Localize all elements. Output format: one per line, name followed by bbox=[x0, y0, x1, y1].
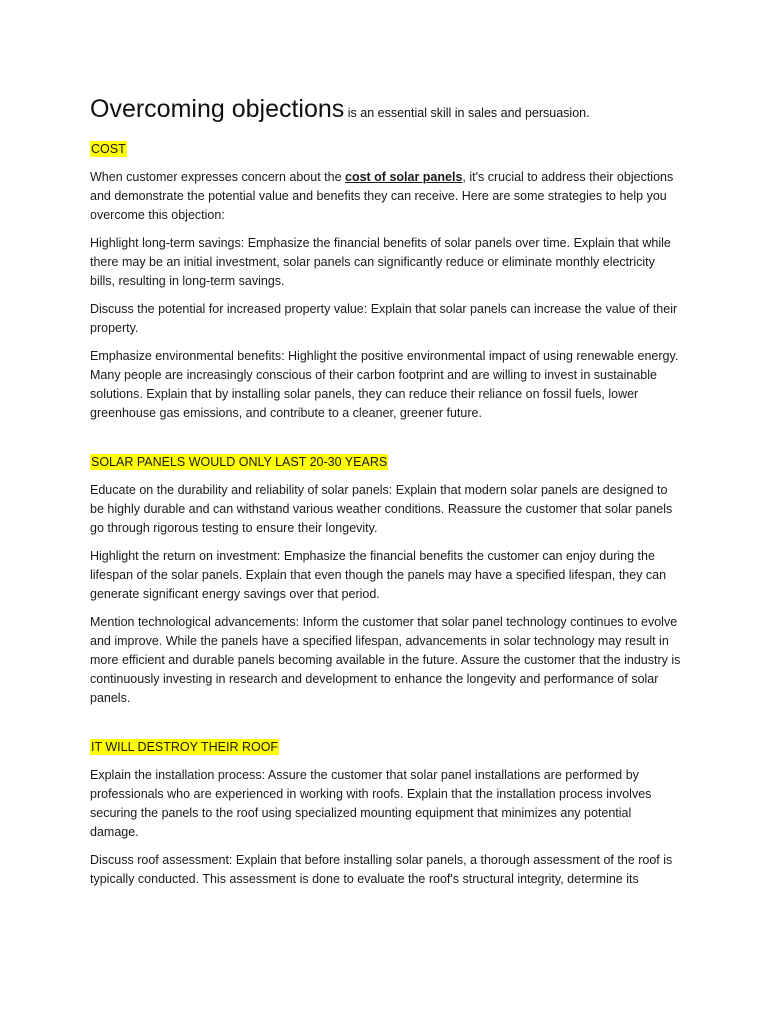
title-line bbox=[90, 92, 682, 130]
highlighted-heading: IT WILL DESTROY THEIR ROOF bbox=[91, 740, 279, 754]
paragraph: Explain the installation process: Assure the customer that solar panel installations are performed by professionals who are experienced in working with roofs. Explain that the installation process involves securing the panels to the roof using specialized mounting equipment that minimizes any potential damage. bbox=[90, 768, 652, 839]
paragraph: Highlight long-term savings: Emphasize the financial benefits of solar panels over time. Explain that while there may be an initial investment, solar panels can significantly reduce or eliminate monthly electricity bills, resulting in long-term savings. bbox=[90, 236, 671, 288]
paragraph: Highlight the return on investment: Emphasize the financial benefits the customer can enjoy during the lifespan of the solar panels. Explain that even though the panels may have a specified lifespan, they can generate significant energy savings over that period. bbox=[90, 549, 667, 601]
intro-text-before: When customer expresses concern about the bbox=[90, 170, 345, 184]
highlighted-heading: SOLAR PANELS WOULD ONLY LAST 20-30 YEARS bbox=[91, 455, 388, 469]
section-heading-cost bbox=[90, 140, 682, 158]
section-cost bbox=[90, 140, 682, 423]
section-roof bbox=[90, 738, 682, 889]
section-lifespan bbox=[90, 453, 682, 708]
paragraph: Mention technological advancements: Inform the customer that solar panel technology continues to evolve and improve. While the panels have a specified lifespan, advancements in solar technology may result in more efficient and durable panels becoming available in the future. Assure the customer that the industry is continuously investing in research and development to enhance the longevity and performance of solar panels. bbox=[90, 615, 681, 705]
document-content bbox=[90, 92, 682, 889]
paragraph: Discuss roof assessment: Explain that before installing solar panels, a thorough assessment of the roof is typically conducted. This assessment is done to evaluate the roof's structural integrity, determine its bbox=[90, 853, 673, 886]
intro-emphasis: cost of solar panels bbox=[345, 170, 463, 184]
highlighted-heading: COST bbox=[91, 142, 126, 156]
paragraph: Discuss the potential for increased property value: Explain that solar panels can increase the value of their property. bbox=[90, 302, 678, 335]
section-heading-roof bbox=[90, 738, 682, 756]
paragraph: Educate on the durability and reliability of solar panels: Explain that modern solar panels are designed to be highly durable and can withstand various weather conditions. Reassure the customer that solar panels go through rigorous testing to ensure their longevity. bbox=[90, 483, 673, 535]
section-heading-lifespan bbox=[90, 453, 682, 471]
paragraph: Emphasize environmental benefits: Highlight the positive environmental impact of using renewable energy. Many people are increasingly conscious of their carbon footprint and are willing to invest in sustainable solutions. Explain that by installing solar panels, they can reduce their reliance on fossil fuels, lower greenhouse gas emissions, and contribute to a cleaner, greener future. bbox=[90, 349, 679, 420]
intro-text-after: , it's crucial to address their objections and demonstrate the potential value and benefits they can receive. Here are some strategies to help you overcome this objection: bbox=[90, 170, 674, 222]
cost-intro-paragraph bbox=[90, 168, 682, 225]
document-subtitle: is an essential skill in sales and persuasion. bbox=[344, 106, 590, 120]
document-title: Overcoming objections bbox=[90, 95, 345, 123]
